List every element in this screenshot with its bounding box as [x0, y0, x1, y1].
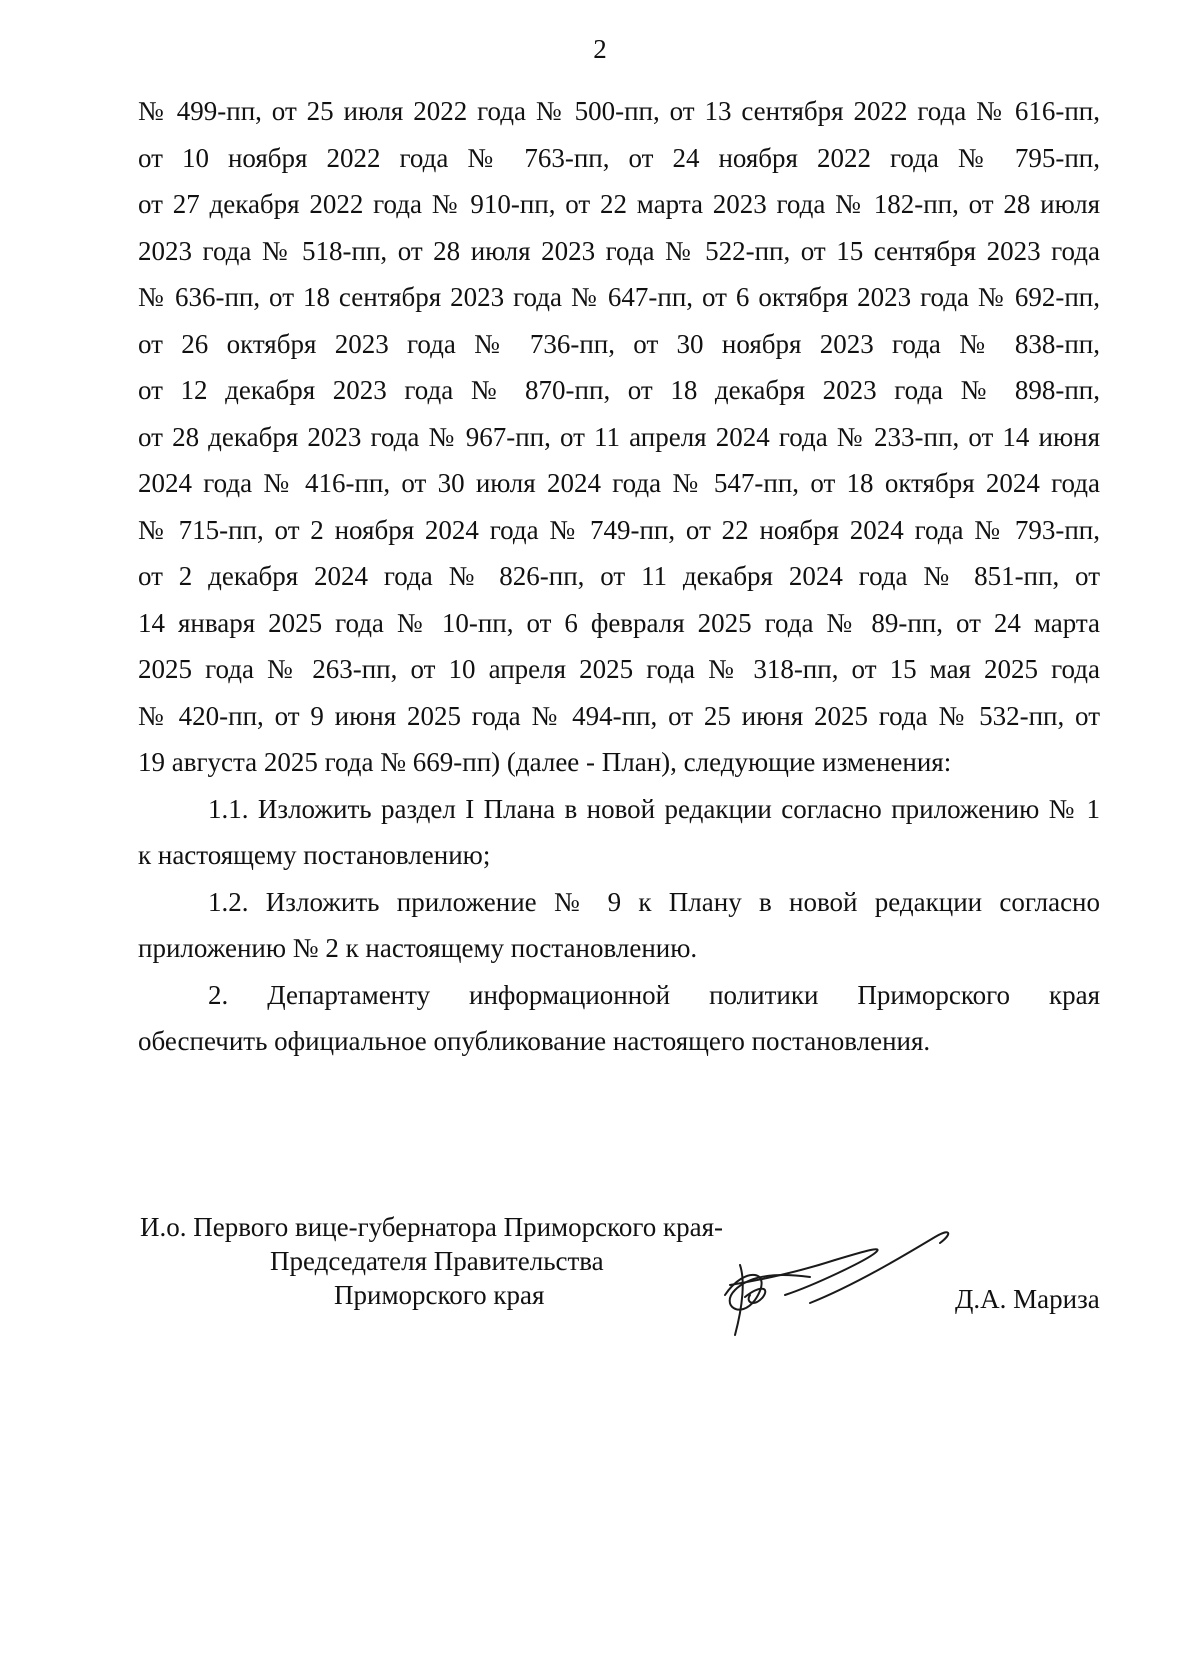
body-line: от 26 октября 2023 года № 736-пп, от 30 ноября 2023 года № 838-пп,: [138, 328, 1100, 359]
body-line: от 12 декабря 2023 года № 870-пп, от 18 декабря 2023 года № 898-пп,: [138, 375, 1100, 405]
signature-block: [0, 1210, 1200, 1350]
body-line: от 27 декабря 2022 года № 910-пп, от 22 марта 2023 года № 182-пп, от 28 июля: [138, 189, 1100, 219]
item-1-1-line: 1.1. Изложить раздел I Плана в новой редакции согласно приложению № 1: [208, 793, 1100, 824]
signature-stroke-3: [730, 1249, 878, 1295]
body-line: от 10 ноября 2022 года № 763-пп, от 24 ноября 2022 года № 795-пп,: [138, 142, 1100, 173]
item-2-continuation: обеспечить официальное опубликование настоящего постановления.: [138, 1026, 931, 1056]
signature-stroke-4: [810, 1232, 948, 1303]
handwritten-signature: [715, 1225, 965, 1345]
body-line: № 636-пп, от 18 сентября 2023 года № 647-пп, от 6 октября 2023 года № 692-пп,: [138, 282, 1100, 312]
signature-stroke-2: [735, 1265, 743, 1335]
page-number: 2: [593, 34, 607, 64]
signatory-title-line-2: Председателя Правительства: [270, 1246, 604, 1276]
signatory-name: Д.А. Мариза: [955, 1284, 1100, 1314]
body-line: 2024 года № 416-пп, от 30 июля 2024 года № 547-пп, от 18 октября 2024 года: [138, 468, 1100, 498]
item-2-line: 2. Департаменту информационной политики Приморского края: [208, 979, 1100, 1010]
body-line: 19 августа 2025 года № 669-пп) (далее - План), следующие изменения:: [138, 747, 952, 777]
signatory-title-line-3: Приморского края: [334, 1280, 545, 1310]
document-body: [138, 88, 1100, 1065]
item-1-2-continuation: приложению № 2 к настоящему постановлению.: [138, 933, 698, 963]
body-line: от 2 декабря 2024 года № 826-пп, от 11 декабря 2024 года № 851-пп, от: [138, 561, 1100, 591]
item-1-1-continuation: к настоящему постановлению;: [138, 840, 491, 870]
signature-stroke-1: [725, 1275, 810, 1310]
item-1-2-line: 1.2. Изложить приложение № 9 к Плану в новой редакции согласно: [208, 886, 1100, 917]
body-line: 2023 года № 518-пп, от 28 июля 2023 года № 522-пп, от 15 сентября 2023 года: [138, 235, 1100, 266]
body-line: 14 января 2025 года № 10-пп, от 6 февраля 2025 года № 89-пп, от 24 марта: [138, 607, 1100, 638]
signatory-title-line-1: И.о. Первого вице-губернатора Приморского края-: [140, 1212, 723, 1242]
body-line: от 28 декабря 2023 года № 967-пп, от 11 апреля 2024 года № 233-пп, от 14 июня: [138, 421, 1100, 452]
body-line: 2025 года № 263-пп, от 10 апреля 2025 года № 318-пп, от 15 мая 2025 года: [138, 654, 1100, 684]
body-line: № 715-пп, от 2 ноября 2024 года № 749-пп, от 22 ноября 2024 года № 793-пп,: [138, 514, 1100, 545]
body-line: № 420-пп, от 9 июня 2025 года № 494-пп, от 25 июня 2025 года № 532-пп, от: [138, 700, 1100, 731]
body-line: № 499-пп, от 25 июля 2022 года № 500-пп, от 13 сентября 2022 года № 616-пп,: [138, 96, 1100, 126]
